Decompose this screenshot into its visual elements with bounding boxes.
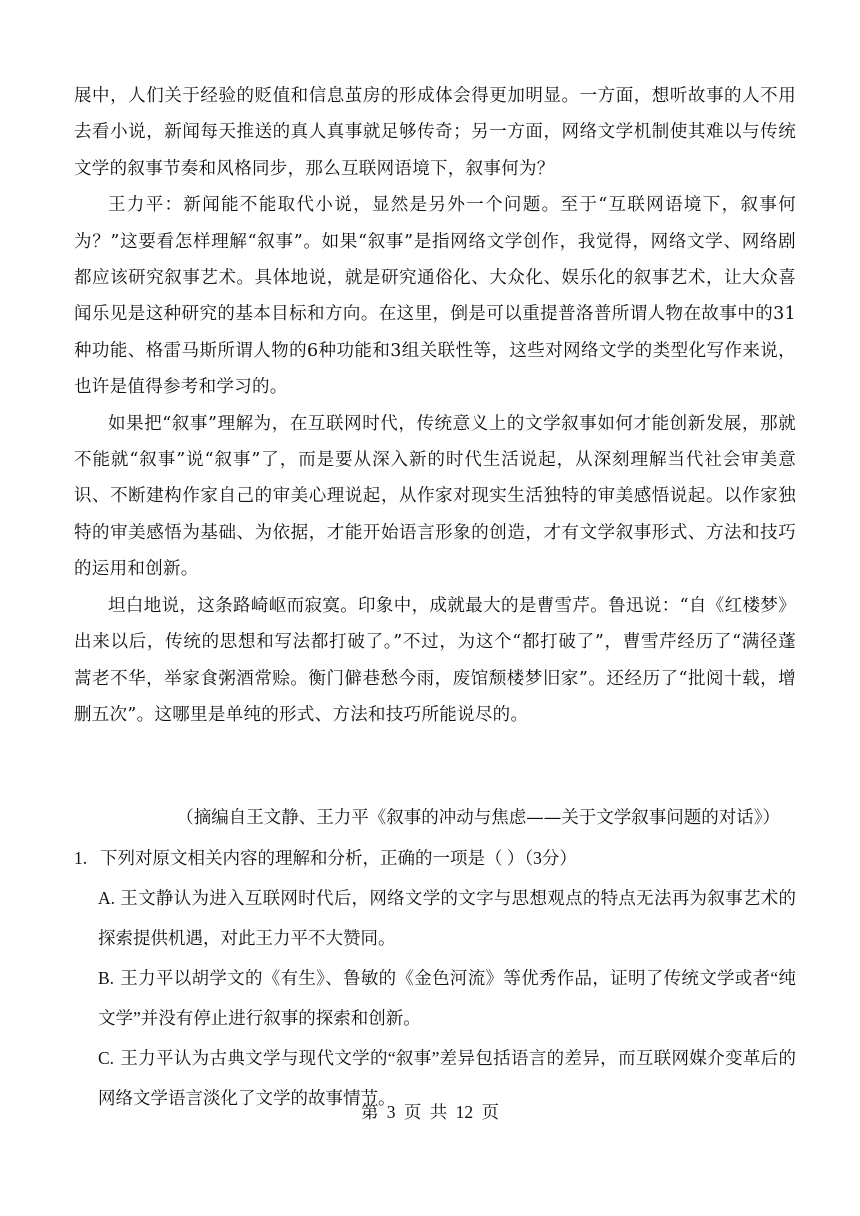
question-number: 1. bbox=[74, 848, 88, 868]
passage-paragraph: 展中，人们关于经验的贬值和信息茧房的形成体会得更加明显。一方面，想听故事的人不用去看小说，新闻每天推送的真人真事就足够传奇；另一方面，网络文学机制使其难以与传统文学的叙事节奏和风格同步，那么互联网语境下，叙事何为？ bbox=[74, 86, 796, 179]
reading-passage bbox=[74, 78, 796, 733]
option-text: 王力平认为古典文学与现代文学的“叙事”差异包括语言的差异，而互联网媒介变革后的网络文学语言淡化了文学的故事情节。 bbox=[98, 1048, 796, 1108]
question-text: 下列对原文相关内容的理解和分析，正确的一项是（ ）（3分） bbox=[100, 848, 577, 868]
question-1 bbox=[74, 838, 796, 1118]
option-text: 王力平以胡学文的《有生》、鲁敏的《金色河流》等优秀作品，证明了传统文学或者“纯文学”并没有停止进行叙事的探索和创新。 bbox=[98, 968, 796, 1028]
option-b bbox=[74, 958, 796, 1038]
option-letter: B. bbox=[98, 968, 115, 988]
page-number-footer: 第 3 页 共 12 页 bbox=[360, 1102, 500, 1122]
question-stem bbox=[74, 838, 796, 878]
passage-paragraph: 坦白地说，这条路崎岖而寂寞。印象中，成就最大的是曹雪芹。鲁迅说：“自《红楼梦》出来以后，传统的思想和写法都打破了。”不过，为这个“都打破了”，曹雪芹经历了“满径蓬蒿老不华，举家食粥酒常赊。衡门僻巷愁今雨，废馆颓楼梦旧家”。还经历了“批阅十载，增删五次”。这哪里是单纯的形式、方法和技巧所能说尽的。 bbox=[74, 595, 796, 725]
option-letter: C. bbox=[98, 1048, 115, 1068]
option-text: 王文静认为进入互联网时代后，网络文学的文字与思想观点的特点无法再为叙事艺术的探索提供机遇，对此王力平不大赞同。 bbox=[98, 888, 796, 948]
option-a bbox=[74, 878, 796, 958]
passage-paragraph: 王力平：新闻能不能取代小说，显然是另外一个问题。至于“互联网语境下，叙事何为？”这要看怎样理解“叙事”。如果“叙事”是指网络文学创作，我觉得，网络文学、网络剧都应该研究叙事艺术。具体地说，就是研究通俗化、大众化、娱乐化的叙事艺术，让大众喜闻乐见是这种研究的基本目标和方向。在这里，倒是可以重提普洛普所谓人物在故事中的31种功能、格雷马斯所谓人物的6种功能和3组关联性等，这些对网络文学的类型化写作来说，也许是值得参考和学习的。 bbox=[74, 195, 796, 398]
option-letter: A. bbox=[98, 888, 116, 908]
passage-paragraph: 如果把“叙事”理解为，在互联网时代，传统意义上的文学叙事如何才能创新发展，那就不能就“叙事”说“叙事”了，而是要从深入新的时代生活说起，从深刻理解当代社会审美意识、不断建构作家自己的审美心理说起，从作家对现实生活独特的审美感悟说起。以作家独特的审美感悟为基础、为依据，才能开始语言形象的创造，才有文学叙事形式、方法和技巧的运用和创新。 bbox=[74, 413, 796, 580]
passage-source: （摘编自王文静、王力平《叙事的冲动与焦虑——关于文学叙事问题的对话》） bbox=[176, 808, 780, 828]
